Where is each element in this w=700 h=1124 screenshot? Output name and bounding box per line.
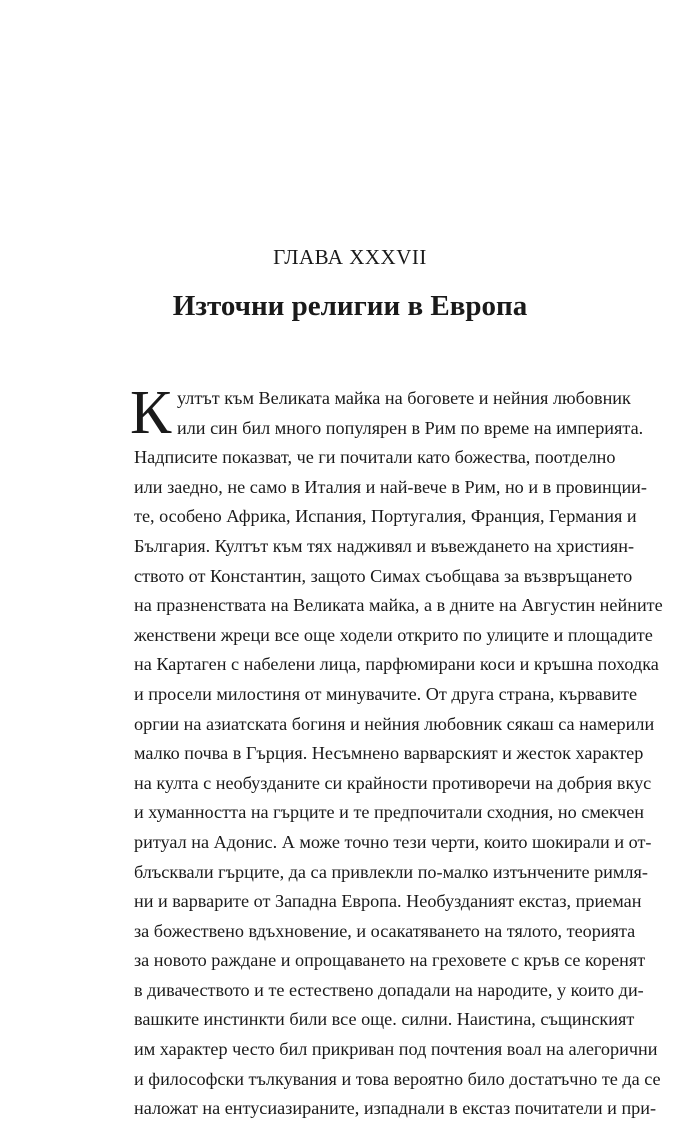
- text-line: блъсквали гърците, да са привлекли по-малко изтънчените римля-: [134, 861, 648, 882]
- chapter-body: [130, 379, 663, 1124]
- text-line: Надписите показват, че ги почитали като божества, поотделно: [134, 447, 616, 468]
- text-line: и философски тълкувания и това вероятно било достатъчно те да се: [134, 1068, 661, 1089]
- text-line: България. Култът към тях надживял и въвеждането на християн-: [134, 535, 635, 556]
- chapter-number: ГЛАВА XXXVII: [273, 245, 427, 269]
- drop-cap: К: [130, 379, 172, 447]
- text-line: за новото раждане и опрощаването на греховете с кръв се коренят: [134, 950, 646, 971]
- text-line: оргии на азиатската богиня и нейния любовник сякаш са намерили: [134, 713, 655, 734]
- text-line: за божествено вдъхновение, и осакатяването на тялото, теорията: [134, 920, 636, 941]
- text-line: или син бил много популярен в Рим по време на империята.: [177, 417, 644, 438]
- text-line: на празненствата на Великата майка, а в дните на Августин нейните: [134, 595, 663, 616]
- text-line: на култа с необузданите си крайности противоречи на добрия вкус: [134, 772, 652, 793]
- text-line: ството от Константин, защото Симах съобщава за възвръщането: [134, 565, 633, 586]
- text-line: им характер често бил прикриван под почтения воал на алегорични: [134, 1039, 658, 1060]
- text-line: те, особено Африка, Испания, Португалия, Франция, Германия и: [134, 506, 637, 527]
- text-line: наложат на ентусиазираните, изпаднали в екстаз почитатели и при-: [134, 1098, 657, 1119]
- text-line: ритуал на Адонис. А може точно тези черти, които шокирали и от-: [134, 831, 652, 852]
- text-line: в дивачеството и те естествено допадали на народите, у които ди-: [134, 979, 644, 1000]
- text-line: и просели милостиня от минувачите. От друга страна, кървавите: [134, 683, 638, 704]
- text-line: женствени жреци все още ходели открито по улиците и площадите: [134, 624, 653, 645]
- paragraph-lines: [134, 443, 663, 1124]
- text-line: ни и варварите от Западна Европа. Необузданият екстаз, приеман: [134, 891, 642, 912]
- text-line: малко почва в Гърция. Несъмнено варварският и жесток характер: [134, 743, 644, 764]
- chapter-title: Източни религии в Европа: [172, 290, 528, 322]
- text-line: или заедно, не само в Италия и най-вече в Рим, но и в провинции-: [134, 476, 647, 497]
- text-line: вашките инстинкти били все още. силни. Наистина, същинският: [134, 1009, 635, 1030]
- text-line: ултът към Великата майка на боговете и нейния любовник: [177, 388, 631, 408]
- text-line: и хуманността на гърците и те предпочитали сходния, но смекчен: [134, 802, 645, 823]
- text-line: на Картаген с набелени лица, парфюмирани коси и кръшна походка: [134, 654, 659, 675]
